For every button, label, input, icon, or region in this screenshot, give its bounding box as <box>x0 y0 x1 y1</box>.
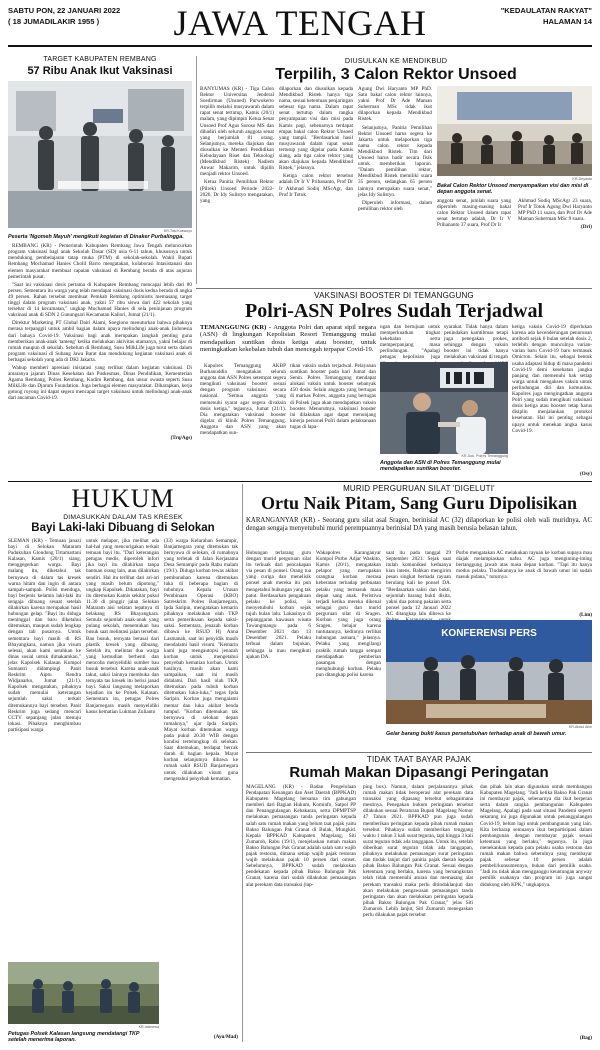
section-rule <box>196 288 592 289</box>
photo-caption: Peserta 'Ngomeh Mayuh' mengikuti kegiatan di Dinaker Purbalingga. <box>8 234 184 240</box>
article-headline: Rumah Makan Dipasangi Peringatan <box>289 764 549 781</box>
article-column <box>358 86 432 282</box>
photo-caption: Gelar barang bukti kasus persetubuhan terhadap anak di bawah umur. <box>386 731 567 737</box>
author-initials: (Bag) <box>579 1035 592 1041</box>
paragraph: Agung Dwi Haryanto MP PhD. Satu bakal calon rektor lainnya, yakni Prof Dr Ade Maman Suherman MSc tidak ikut dilaporkan kepada Mendikbud Ristek. <box>358 86 432 123</box>
header-rule <box>8 45 592 47</box>
author-initials: (Lim) <box>579 612 592 618</box>
paragraph: Hubungan terlarang guru dengan murid perguruan silat itu terkuak dari pencakapan via pesan di ponsel. Orang tua yang curiga dan menelisik ponsel anak mereka itu pun mengetahui hubungan yang tak patut. Berdasarkan pengakuan pelaku ke polisi, ia menyetubuhi korban sejak tujuh bulan lalu. Lokasinya di pepanggaran kawasan wisata Tawangmangu pada 6 Desember 2021 dan 13 Desember 2021. Pelaku terbuai dalam bujukan, sehingga ia mau mengikuti ajakan DA. <box>246 550 311 660</box>
slogan: "KEDAULATAN RAKYAT" <box>500 6 592 15</box>
article-kicker: DIUSULKAN KE MENDIKBUD <box>344 56 448 65</box>
article-column <box>363 784 473 1042</box>
issue-date: SABTU PON, 22 JANUARI 2022 <box>8 6 121 15</box>
article-kicker: TIDAK TAAT BAYAR PAJAK <box>366 755 472 764</box>
section-rule <box>8 481 592 482</box>
paragraph: Selanjutnya, Panitia Pemilihan Rektor Unsoed harus segera ke Jakarta untuk melaporkan tiga nama calon rektor kepada Mendikbud Ristek. Tim dari Unsoed harus hadir secara fisik untuk memberikan laporan. "Dalam pemilihan rektor, Mendikbud Ristek memiliki suara 35 persen, sedangkan 65 persen lainnya merupakan suara senat," jelas Idy Sulistyo. <box>358 124 432 198</box>
article-column <box>437 198 511 282</box>
paragraph: dilaporkan dan diusulkan kepada Mendikbud Ristek hanya tiga nama, sesuai ketentuan penjaringan sebesar tiga nama. Dalam rapat senat tertutup dalam rangka penyampaian visi dan misi pada Kamis pagi, sebenarnya terdapat empat bakal calon Rektor Unsoed yang tampil. "Berdasarkan hasil musyawarah dalam rapat senat tertutup yang digelar pada Kamis siang, ada tiga calon rektor yang akan diajukan kepada Mendikbud Ristek," jelasnya. <box>279 86 353 172</box>
photo-credit: KR-Tosi Kuswoyo <box>163 229 192 233</box>
paragraph: ketiga vaksin Covid-19 diperlukan karena ada kecenderungan penurunan antibodi sejak 6 bulan setelah dosis 2, terlebih dengan munculnya varian-varian baru Covid-19 baru termasuk Omicron. Selain itu, sebagai bentuk usaha adaptasi hidup di masa pandemi Covid-19 demi kesehatan jangka panjang dan memenuhi hak setiap warga untuk mengakses vaksin untuk perlindungan diri dan komunitas. Kapolres juga mengingatkan anggota Polri yang sudah mengikuti vaksinasi dosis ketiga atau booster tetap harus disiplin menjalankan protokol kesehatan. Hal ini penting sebagai upaya untuk menekan angka kasus Covid-19. <box>512 324 592 434</box>
article-kicker: TARGET KABUPATEN REMBANG <box>43 56 157 63</box>
article-column <box>246 784 356 1042</box>
article-photo <box>386 620 592 724</box>
article-column <box>246 550 311 746</box>
paragraph: Kapolres Temanggung AKBP Burhanuddin mengatakan seluruh anggota dan ASN Polres setempat segera mengikuti vaksinasi booster sesuai dengan program vaksinasi secara nasional. "Semua anggota yang memenuhi syarat agar segera divaksin dosis ketiga," tegasnya, Jumat (21/1). Dia mengatakan vaksinasi booster digelar di klinik Polres Temanggung. Anggota dan ASN yang akan mendapatkan sun- <box>200 363 286 437</box>
paragraph: ngan dan bertujuan untuk memperkuatkan tingkat kekebalan serta memperpanjang masa perlindungan. "Apalagi petugas kepolisian juga <box>380 324 440 361</box>
article-column <box>380 324 440 360</box>
article-kicker: VAKSINASI BOOSTER DI TEMANGGUNG <box>314 291 474 300</box>
paragraph: SLEMAN (KR) - Temuan janazi bayi di Selokan Mataram Padukuhan Glondong Tirtamartani Kalasan, Kamis (20/1) siang, menggegerkan warga. Bayi malang itu, diketahui tak bernyawa di dalam tas kresek warna hitam dan ingin di antara sampah-sampah. Polisi menduga, bayi berjenis kelamin laki-laki itu sengaja dibuang sesaat setelah dilahirkan karena merupakan hasil hubungan gelap. "Bayi itu diduga meninggal dan baru diketahui ditemukan, maupun sudah lengkap dengan tali pusarnya. Untuk sementara bayi masih di RS Bhayangkara, namun jika visum selesai, akan kami serahkan ke dinas sosial untuk dimakamkan," jelas Kapolsek Kalasan Kompol Sumantri didampingi Panit Reskrim Aiptu Rendra Widjanarko, Jumat (21/1). Kapolsek mengatakan, pihaknya sudah memulai keterangan sejumlah saksi terkait ditemukannya bayi tersebut. Panit Reskrim juga sedang mencari CCTV sepanjang jalan menuju lokasi. Pihaknya menghimbau partisipasi warga <box>8 538 81 733</box>
author-initials: (Ayu/Mad) <box>213 1034 238 1040</box>
author-initials: (Trq/Ags) <box>170 435 192 442</box>
article-headline: Polri-ASN Polres Sudah Terjadwal <box>245 300 543 322</box>
article-headline: Ortu Naik Pitam, Sang Guru Dipolisikan <box>260 493 578 513</box>
article-body <box>8 243 192 441</box>
photo-credit: KR-Abdul Alim <box>568 725 592 729</box>
paragraph: Akhmad Sodiq MScAgr 23 suara, Prof Ir Totok Agung Dwi Haryanto MP PhD 11 suara, dan Prof Dr Ade Maman Suherman MSc 9 suara. <box>518 198 592 223</box>
paragraph: (33) warga Kelurahan Semampir, Banjarnegara yang ditemukan tak bernyawa di selokan, di rumahnya yang terletak di Jalan Kerjasama Desa Semampir pada Rabu malam (19/1). Diduga korban tewas akibat pembunuhan karena ditemukan luka di beberapa bagian di tubuhnya. Kepala Urusan Pembinaan Operasi (KBO) Satreskrim Polres Banjarnegara, Ipda Saripin, mengatakan kemarin pihaknya melakukan olah TKP serta pemeriksaan kepada saksi-saksi. Sementara, jenazah korban dibawa ke RSUD Hj Anna Lasmanah, saat ini penyidik masih mendalami hasil visum. "Kemarin kami juga mengautopsi jenazah korban untuk mengetahui penyebab kematian korban. Untuk hasilnya, masih akan kami sampaikan, saat ini masih didalami. Dari hasil olah TKP, ditemukan pada tubuh korban ditemukan luka-luka," tegas Ipda Saripin. Korban juga mengalami memar dan luka akibat benda tumpul. "Korban ditemukan tak bernyawa di selokan depan rumahnya," ujar Ipda Saripin. Mayat korban ditemukan warga pada pukul 20.30 WIB dengan kondisi tertelungkup di selokan. Saat ditemukan, terdapat bercak darah di bagian kepala. Mayat korban selanjutnya dibawa ke rumah sakit RSUD Banjarnegara untuk dilakukan visum guna mengetahui penyebab kematian. <box>164 538 238 782</box>
page-number: HALAMAN 14 <box>543 17 592 26</box>
paragraph: Diperoleh informasi, dalam pemilihan rektor oleh <box>358 199 432 212</box>
paragraph: Direktur Marketing PT Global Dairi Alami, Soegiono menuturkan bahwa pihaknya merasa terpanggil untuk ambil bagian dalam upaya melindungi anak-anak Indonesia dari bahaya Covid-19. Vaksinasi bagi anak merupakan langkah penting guna memberikan anak-anak 'tameng' ketika melakukan aktivitas utamanya, yakni belajar di rumah maupun di sekolah. Sebelum di Rembang, Susu MilkLife juga turut serta dalam program vaksinasi di Subang Jawa Barat dan mendukung kegiatan vaksinasi anak di berbagai sekolah yang ada di DKI Jakarta. <box>8 320 192 363</box>
article-photo <box>437 86 592 176</box>
article-headline: 57 Ribu Anak Ikut Vaksinasi <box>27 65 173 77</box>
article-photo <box>8 81 192 228</box>
paragraph: REMBANG (KR) - Pemerintah Kabupaten Rembang Jawa Tengah meluncurkan program vaksinasi bagi anak Sekolah Dasar (SD) usia 6-11 tahun, khususnya untuk mendukung pembelajaran tatap muka (PTM) di sekolah-sekolah. Wakil Bupati Rembang Mochamad Hanies Cholil Barro mengatakan, kolaborasi Intasistanasi dan elemen masyarakat membuat capaian vaksinasi di Rembang berada di atas anjuran pemerintah pusat. <box>8 243 192 280</box>
article-photo <box>8 962 159 1024</box>
author-initials: (Osy) <box>579 471 592 477</box>
lead-text: Anggota Polri dan aparat sipil negara (ASN) di lingkungan Kepolisian Resort Temanggung mulai mendapatkan suntikan dosis ketiga atau booster, untuk meningkatkan kekebalan tubuh dan mencegah terpapar Covid-19. <box>200 324 376 354</box>
article-column <box>456 550 592 616</box>
paragraph: saat itu pada tanggal 29 September 2021. Sejak saat itulah komunikasi keduanya kian intens. Bahkan mengirim pesan singkat bernada rayuan berulang kali ke ponsel DA. "Berdasarkan saksi dan bukti, sejumlah barang bukti disita, yakni dua potong pakaian serta ponsel pada 12 Januari 2022 AC ditangkap lalu dihewa ke <box>386 550 451 617</box>
photo-caption: Bakal Calon Rektor Unsoed menyampaikan visi dan misi di depan anggota senat. <box>437 183 589 196</box>
hijri-date: ( 18 JUMADILAKIR 1955 ) <box>8 17 100 26</box>
paragraph: ping box). Namun, dalam perjalanannya pihak rumah makan tidak beroperasi alat perekam data transaksi yang dipasang tersebut sebagaimana mestinya. Penegakan hukum peringatan tersebut dilakukan sesuai Peraturan Bupati Magelang Nomor 47 Tahun 2021. BPPKAD pun juga sudah memberikan peringatan kepada pihak rumah makan tersebut. Pihaknya sudah memberikan tenggang waktu 1 tahun 3 kali surat teguran, tapi hingga 3 kali surat teguran tidak ada tanggapan. Untuk itu, setelah diberikan surat teguran tidak ada tanggapan, pihaknya melakukan pemasangan surat peringatan dan tindak lanjut dari panitia pajak daerah kepada pihak Bakso Balungan Pak Granat. Sesuai dengan ketentuan yang berlaku, karena yang bersangkutan telah tidak memenuhi aturan dan memasang alat perekam transaksi maka perlu ditindaklanjuti dan akan melakukan pengawasan pemasangan tanda peringatan dan akan melakukan peringatan kepada pihak Bakso Balungan Pak Granat," jelas Siti Zumaroh. Lebih lanjut, Siti Zumaroh menegaskan perlu dilakukan pajak tersebut <box>363 784 473 918</box>
article-kicker: DIMASUKKAN DALAM TAS KRESEK <box>63 514 183 521</box>
article-booster-temanggung <box>196 288 592 478</box>
article-column <box>512 324 592 472</box>
article-column <box>279 86 353 282</box>
article-column <box>200 86 274 282</box>
paragraph: Wakapolres Karanganyar Kompol Purbo Adjar Waskito, Kamis (20/1), mengatakan pelapor yang merupakan orangtua korban merasa keberatan terhadap perbuatan pelaku yang termasuk masa depan sang anak. Peristiwa terjadi ketika mereka dikenal sebagai guru dan murid perguruan silat di Sragen. Korban yang juga orang Sragen, belajar karena tuntutannya, kedinnya terlibat hubungan asmara," jelasnya. Pelaku yang mengilangi praktik rumah tangga sempat mendapatkan pemberian pasangan dengan menghubungi korban. Pelaku pun ditangkap polisi karena <box>316 550 381 678</box>
paragraph: dan pihak lain akan digunakan untuk membangun Kabupaten Magelang. "Jadi ketika Bakso Pak Granat ini membayar pajak, sebenarnya dia ikut berperan serta dalam rangka pembangunan Kabupaten Magelang. Apalagi pada saat situasi Pandemi seperti sekarang ini juga digunakan untuk penanggulangan Covid-19, belum lagi untuk pembangunan yang lain. Kita berharap semuanya ikut berpartisipasi dalam pembangunan dengan membayar pajak sesuai ketentuan yang berlaku," tegasnya. Ia juga menekankan kepada para pelaku usaha restoran dan rumah makan bahwa sebetulnya yang membayar pajak sebesar 10 persen adalah pembeli/konsumennya, bukan dari pemilik usaha. "Jadi itu tidak akan mengganggu keuntungan anyway pemilik usahanya dan program ini juga sangat didukung oleh KPK," ungkapnya. <box>480 784 592 888</box>
article-lead: KARANGANYAR (KR) - Seorang guru silat asal Sragen, berinisial AC (32) dilaporkan ke polisi oleh wali muridnya. AC dengan sengaja menyetubuhi murid perempuannya berinisial DA yang masih berusia belasan tahun. <box>246 517 592 532</box>
article-column <box>8 538 81 958</box>
section-masthead-title: JAWA TENGAH <box>173 3 427 43</box>
section-rule <box>246 752 592 753</box>
photo-caption: Petugas Polsek Kalasan langsung mendatangi TKP setelah menerima laporan. <box>8 1031 140 1044</box>
paragraph: BANYUMAS (KR) - Tiga Calon Rektor Universitas Jenderal Soedirman (Unsoed) Purwokerto terpilih melalui musyawarah dalam rapat senat tertutup, Kamis (20/1) malam, yang dipimpin Ketua Senat Unsoed Prof Agus Suroso MS dan dihadiri oleh seluruh anggota senat yang berjumlah 81 orang. Selanjutnya, mereka diajukan dan diusulkan ke Menteri Pendidikan Kebudayaan Riset dan Teknologi (Mendikbud Ristek) Nadiem Anwar Makarim, untuk dipilih menjadi rektor Unsoed. <box>200 86 274 178</box>
article-column <box>386 550 451 616</box>
masthead <box>0 0 600 50</box>
article-photo <box>380 362 508 454</box>
paragraph: untuk melapor, jika melihat ada hal-hal yang mencurigakan terkait temuan bayi itu. "Dari keterangan petugas medis, diperoleh infori jika bayi itu dilahirkan tanpa bantuan orang lain, atau dilahirkan sendiri. Hal itu terlihat dari ari-ari yang masih belum dipotong," ungkap Kapolsek. Dikatakan, bayi itu ditemukan Kamis sekitar pukul 11.30 di pinggir jalan Selokan Mataram aisi selatan tepatnya di belakang RS Bhayangkara. Semula sejumlah anak-anak yang pulang sekolah, menemukan bau busuk saat melintasi jalan tersebut. Bau busuk, ternyata berasal dari plastik kresek yang dibuang. Setelah itu, melintas dua warga yang kemudian berhenti dan mencoba menyelidiki sumber bau busuk tersebut. Karena anak-anak takut, saksi lainnya membuka dan ternyata tas kresek itu berisi janad bayi. Saksi langsung melaporkan kejadian itu ke Polsek Kalasan. Sementara itu, petugas Polres Banjarnegara masih menyelidiki kasus kematian Lukman Zulianto <box>86 538 159 715</box>
article-headline: Terpilih, 3 Calon Rektor Unsoed <box>275 66 517 83</box>
paragraph: Purbo mengatakan AC melakukan rayuan ke korban supaya mau diajak melampiaskan nafsu. AC juga mengiming-iming bertanggung jawab atas masa depan korban. "Tapi itu hanya modus pelaku. Tindakannya ke anak di bawah umur ini sudah masuk pidana," tuturnya. <box>456 550 592 581</box>
article-bayi-selokan <box>8 514 238 1044</box>
paragraph: "Saat ini vaksinasi dosis pertama di Kabupaten Rembang mencapai lebih dari 80 persen. Sementara itu warga yang telah mendapat vaksinasi dosis kedua berada di angka 49 persen. Rahan tersebut membuat Pemkab Rembang optimistis memasang target tinggi dalam program vaksinasi anak, yakni 57 ribu siswa dari 422 sekolah yang tersebar di 14 kecamatan," ungkap Mochamad Hanies di sela peninjauan program vaksinasi anak di SDN 2 Gunungsari Kecamatan Kaliori, Jumat (21/1). <box>8 281 192 319</box>
paragraph: tikan vaksin sudah terjadwal. Pelayanan suntikan booster pada hari Jumat dan Senin. Polres Temanggung mendapat alokasi vaksin untuk booster sebanyak 450 dosis. Selain anggota yang bertugas di markas Polres, anggota yang bertugas di Polsek juga akan mendapatkan vaksin booster. Menurutnya, vaksinasi booster ini dilakukan agar dapat menunjang kinerja personel Polri dalam pelaksanaan tugas di lapa- <box>290 363 376 430</box>
article-column <box>444 324 508 360</box>
article-headline: Bayi Laki-laki Dibuang di Selokan <box>31 522 215 534</box>
article-column <box>86 538 159 958</box>
paragraph: anggota senat, jumlah suara yang diperoleh masing-masing bakal calon Rektor Unsoed dalam rapat senat tertutup adalah, Dr Ir V Prihananto 37 suara, Prof Dr Ir <box>437 198 511 229</box>
paragraph: MAGELANG (KR) - Badan Pengelolaan Pendapatan Keuangan dan Aset Daerah (BPPKAD) Kabupaten Magelang bersama tim gabungan memberi dari Bagian Hukum, Kominfo, Satpol PP dan Penanggulangan Kebakaran, serta DPMPTSP melakukan pemasangan tanda peringatan kepada salah satu rumah makan yang belum taat pajak yaitu Bakso Balungan Pak Granat di Bulak, Mungkid. Kepala BPPKAD Kabupaten Magelang, Siti Zumaroh, Rabu (19/1), menjelaskan rumah makan Bakso Balungan Pak Granat adalah salah satu wajib pajak restoran, dimana setiap wajib pajak restoran wajib melakukan pajak 10 persen dari omset. Sebelumnya, BPPKAD sudah melakukan pendekatan kepada pihak Bakso Balungan Pak Granat, karena dari sudah dilakukan pemasangan alat perekam data transaksi (tap- <box>246 784 356 888</box>
section-hukum-title: HUKUM <box>71 484 175 513</box>
article-column <box>480 784 592 1034</box>
article-lead <box>200 324 376 354</box>
author-initials: (Dri) <box>581 224 592 231</box>
column-divider <box>196 56 197 284</box>
photo-caption: Anggota dan ASN di Polres Temanggung mulai mendapatkan suntikan booster. <box>380 460 501 473</box>
article-column <box>290 363 376 478</box>
photo-credit: KR-Driyanto <box>572 177 592 181</box>
column-divider <box>242 484 243 1042</box>
article-rektor-unsoed <box>200 56 592 284</box>
paragraph: Ketua Panitia Pemilihan Rektor (Pilrek) Unsoed Periode 2022-2026, Dr Idy Sulistyo mengatakan, yang <box>200 179 274 204</box>
article-column <box>316 550 381 746</box>
article-vaksinasi-rembang <box>8 56 192 476</box>
article-kicker: MURID PERGURUAN SILAT 'DIGELUTI' <box>343 484 495 493</box>
paragraph: Wabup memberi apresiasi inisiatasi yang terlibat dalam kegiatan vaksinasi. Di antaranya jajaran Dinas Kesehatan dan Puskesmas, Dinas Pendidikan, Kementerian Agama Rembang, Polres Rembang, Kodim Rembang, dan unsur swasta seperti Susu MilkLife dan Djarum Foundation. Juga berbagai elemen masyarakat. Diharapkan, kerja gotong royong ini dapat segera mencapai target vaksinasi untuk melindungi anak-anak dari ancaman Covid-19. <box>8 364 192 402</box>
paragraph: syarakat. Tidak hanya dalam penindakan kamtibmas tetapi juga penegakan prokes, sehingga dengan vaksin booster ini tidak hanya melakukan vaksinasi di tengah <box>444 324 508 361</box>
dateline: TEMANGGUNG (KR) - <box>200 324 272 331</box>
photo-credit: KR-Dok. Polres Temanggung <box>461 454 508 458</box>
article-guru-silat <box>246 484 592 749</box>
photo-credit: KR-Istimewa <box>138 1025 159 1029</box>
article-column <box>200 363 286 478</box>
photo-banner-text: KONFERENSI PERS <box>441 628 537 639</box>
article-column <box>164 538 238 1033</box>
article-rumah-makan <box>246 752 592 1044</box>
article-column <box>518 198 592 282</box>
paragraph: Ketiga calon rektor tersebut adalah Dr Ir V Prihananto, Prof Dr Ir Akhmad Sodiq MScAgr, dan Prof Ir Totok <box>279 173 353 198</box>
